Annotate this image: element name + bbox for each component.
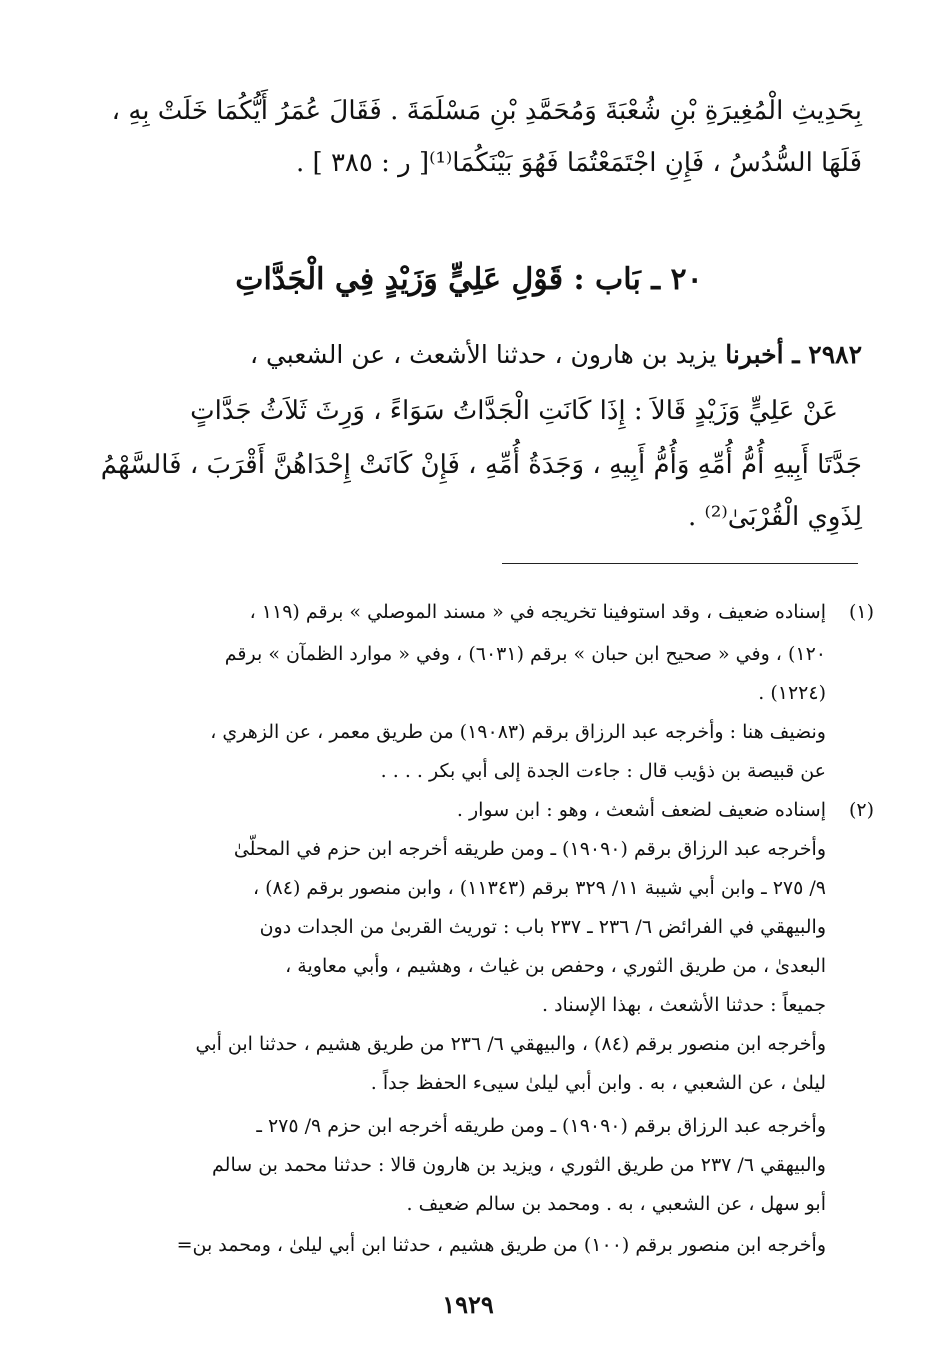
footnote-1-line-2: ١٢٠) ، وفي « صحيح ابن حبان » برقم (٦٠٣١) ، وفي « موارد الظمآن » برقم (224, 643, 826, 665)
hadith-text-line-2: جَدَّتَا أَبِيهِ أُمُّ أُمِّهِ وَأُمُّ أَبِيهِ ، وَجَدَةُ أُمِّهِ ، فَإِنْ كَانَتْ إِحْدَاهُنَّ أَقْرَبَ ، فَالسَّهْمُ (100, 450, 862, 480)
footnote-separator (502, 563, 858, 564)
top-paragraph-line-2: فَلَهَا السُّدُسُ ، فَإِنِ اجْتَمَعْتُمَا فَهُوَ بَيْنَكُمَا⁽¹⁾[ ر : ٣٨٥ ] . (296, 148, 862, 178)
hadith-text-line-3: لِذَوِي الْقُرْبَىٰ⁽²⁾ . (687, 502, 862, 532)
footnote-2-line-3: ٩/ ٢٧٥ ـ وابن أبي شيبة ١١/ ٣٢٩ برقم (١١٣٤٣) ، وابن منصور برقم (٨٤) ، (252, 877, 826, 899)
footnote-1-line-4: ونضيف هنا : وأخرجه عبد الرزاق برقم (١٩٠٨٣) من طريق معمر ، عن الزهري ، (210, 721, 826, 743)
footnote-2-line-1: إسناده ضعيف لضعف أشعث ، وهو : ابن سوار . (456, 799, 826, 821)
footnote-2-line-8: ليلىٰ ، عن الشعبي ، به . وابن أبي ليلىٰ سيىء الحفظ جداً . (370, 1072, 826, 1094)
footnote-2-line-11: أبو سهل ، عن الشعبي ، به . ومحمد بن سالم ضعيف . (406, 1193, 826, 1215)
book-page (76, 0, 874, 1368)
footnote-2-line-4: والبيهقي في الفرائض ٦/ ٢٣٦ ـ ٢٣٧ باب : توريث القربىٰ من الجدات دون (259, 916, 826, 938)
footnote-2-line-2: وأخرجه عبد الرزاق برقم (١٩٠٩٠) ـ ومن طريقه أخرجه ابن حزم في المحلّىٰ (233, 838, 826, 860)
footnote-2-line-6: جميعاً : حدثنا الأشعث ، بهذا الإسناد . (542, 994, 826, 1016)
footnote-1-line-3: (١٢٢٤) . (758, 682, 826, 704)
footnote-1-line-5: عن قبيصة بن ذؤيب قال : جاءت الجدة إلى أبي بكر . . . . (380, 760, 826, 782)
footnote-2-marker: (٢) (848, 799, 874, 821)
footnote-1-marker: (١) (848, 601, 874, 623)
footnote-2-line-9: وأخرجه عبد الرزاق برقم (١٩٠٩٠) ـ ومن طريقه أخرجه ابن حزم ٩/ ٢٧٥ ـ (256, 1115, 826, 1137)
footnote-2-line-12: وأخرجه ابن منصور برقم (١٠٠) من طريق هشيم ، حدثنا ابن أبي ليلىٰ ، ومحمد بن= (176, 1234, 826, 1256)
hadith-text-line-1: عَنْ عَلِيٍّ وَزَيْدٍ قَالاَ : إِذَا كَانَتِ الْجَدَّاتُ سَوَاءً ، وَرِثَ ثَلاَثُ جَدَّاتٍ (190, 396, 838, 426)
hadith-number: ٢٩٨٢ ـ أخبرنا (725, 340, 862, 369)
chapter-heading: ٢٠ ـ بَاب : قَوْلِ عَلِيٍّ وَزَيْدٍ فِي الْجَدَّاتِ (235, 262, 703, 297)
footnote-2-line-5: البعدىٰ ، من طريق الثوري ، وحفص بن غياث ، وهشيم ، وأبي معاوية ، (285, 955, 826, 977)
hadith-isnad (250, 340, 862, 369)
hadith-isnad-rest: يزيد بن هارون ، حدثنا الأشعث ، عن الشعبي ، (249, 340, 717, 369)
footnote-1-line-1: إسناده ضعيف ، وقد استوفينا تخريجه في « مسند الموصلي » برقم (١١٩ ، (249, 601, 826, 623)
footnote-2-line-7: وأخرجه ابن منصور برقم (٨٤) ، والبيهقي ٦/ ٢٣٦ من طريق هشيم ، حدثنا ابن أبي (195, 1033, 826, 1055)
footnote-2-line-10: والبيهقي ٦/ ٢٣٧ من طريق الثوري ، ويزيد بن هارون قالا : حدثنا محمد بن سالم (212, 1154, 826, 1176)
page-number: ١٩٢٩ (442, 1290, 494, 1319)
top-paragraph-line-1: بِحَدِيثِ الْمُغِيرَةِ بْنِ شُعْبَةَ وَمُحَمَّدِ بْنِ مَسْلَمَةَ . فَقَالَ عُمَرُ أَيُّكُمَا خَلَتْ بِهِ ، (111, 96, 862, 126)
